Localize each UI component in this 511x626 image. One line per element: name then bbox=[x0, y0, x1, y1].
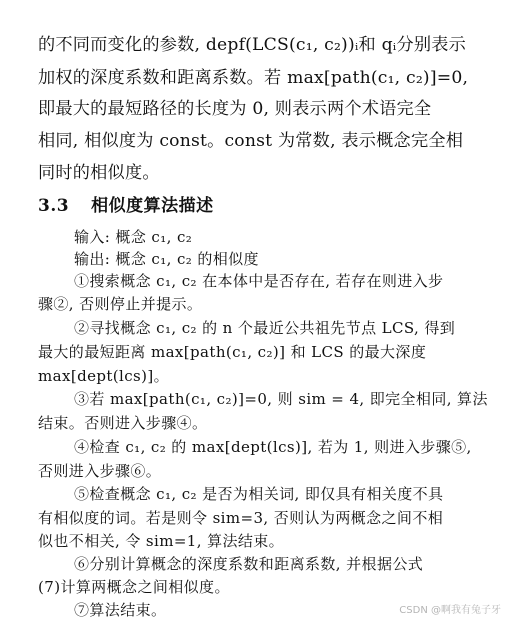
algorithm-step-4-line-2: 否则进入步骤⑥。 bbox=[38, 462, 162, 480]
section-number: 3.3 bbox=[38, 196, 70, 216]
algorithm-step-2-line-2: 最大的最短距离 max[path(c₁, c₂)] 和 LCS 的最大深度 bbox=[38, 343, 427, 361]
paragraph-line-3: 即最大的最短路径的长度为 0, 则表示两个术语完全 bbox=[38, 99, 432, 119]
algorithm-step-6-line-2: (7)计算两概念之间相似度。 bbox=[38, 578, 230, 596]
algorithm-step-3-line-2: 结束。否则进入步骤④。 bbox=[38, 414, 208, 432]
paragraph-line-5: 同时的相似度。 bbox=[38, 163, 160, 183]
algorithm-step-7: ⑦算法结束。 bbox=[74, 601, 167, 619]
algorithm-output: 输出: 概念 c₁, c₂ 的相似度 bbox=[74, 250, 259, 268]
algorithm-step-5-line-2: 有相似度的词。若是则令 sim=3, 否则认为两概念之间不相 bbox=[38, 509, 444, 527]
algorithm-step-4-line-1: ④检查 c₁, c₂ 的 max[dept(lcs)], 若为 1, 则进入步骤⑤, bbox=[74, 438, 472, 456]
algorithm-step-6-line-1: ⑥分别计算概念的深度系数和距离系数, 并根据公式 bbox=[74, 555, 424, 573]
algorithm-step-5-line-3: 似也不相关, 令 sim=1, 算法结束。 bbox=[38, 532, 285, 550]
algorithm-step-3-line-1: ③若 max[path(c₁, c₂)]=0, 则 sim = 4, 即完全相同, 算法 bbox=[74, 390, 488, 408]
section-heading bbox=[38, 198, 214, 215]
algorithm-step-5-line-1: ⑤检查概念 c₁, c₂ 是否为相关词, 即仅具有相关度不具 bbox=[74, 485, 444, 503]
algorithm-step-1-line-2: 骤②, 否则停止并提示。 bbox=[38, 295, 203, 313]
paragraph-line-1: 的不同而变化的参数, depf(LCS(c₁, c₂))ᵢ和 qᵢ分别表示 bbox=[38, 35, 466, 55]
algorithm-step-2-line-3: max[dept(lcs)]。 bbox=[38, 367, 170, 385]
section-title: 相似度算法描述 bbox=[91, 196, 214, 216]
algorithm-step-1-line-1: ①搜索概念 c₁, c₂ 在本体中是否存在, 若存在则进入步 bbox=[74, 272, 444, 290]
csdn-watermark: CSDN @啊我有兔子牙 bbox=[399, 605, 501, 616]
algorithm-step-2-line-1: ②寻找概念 c₁, c₂ 的 n 个最近公共祖先节点 LCS, 得到 bbox=[74, 319, 456, 337]
paragraph-line-2: 加权的深度系数和距离系数。若 max[path(c₁, c₂)]=0, bbox=[38, 68, 469, 88]
algorithm-input: 输入: 概念 c₁, c₂ bbox=[74, 228, 193, 246]
paragraph-line-4: 相同, 相似度为 const。const 为常数, 表示概念完全相 bbox=[38, 131, 464, 151]
